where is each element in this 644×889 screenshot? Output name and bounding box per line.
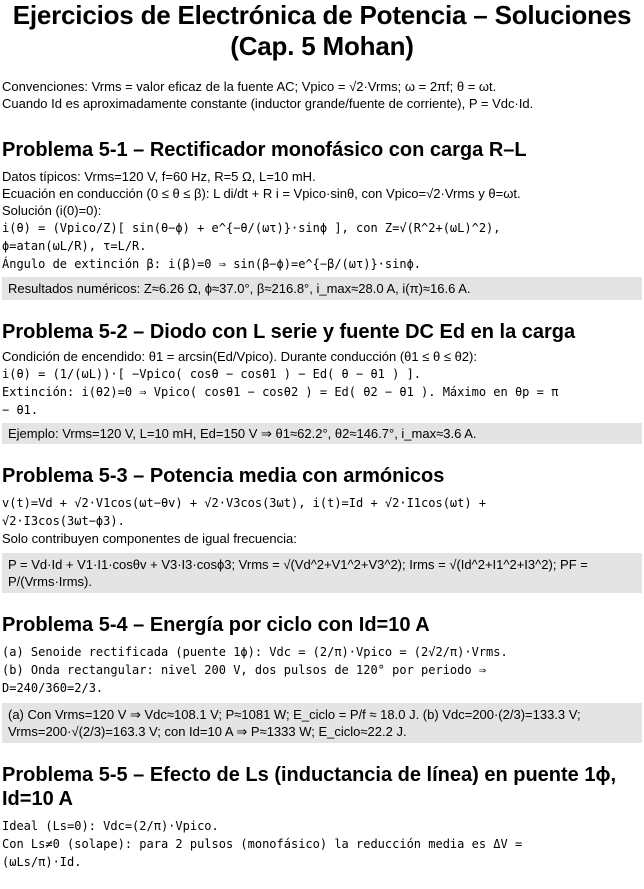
title-line-2: (Cap. 5 Mohan) xyxy=(230,31,414,61)
problem-5-4-line-b-1: (b) Onda rectangular: nivel 200 V, dos pulsos de 120° por periodo ⇒ xyxy=(2,663,487,677)
problem-5-1-result-box: Resultados numéricos: Z≈6.26 Ω, ϕ≈37.0°, β≈216.8°, i_max≈28.0 A, i(π)≈16.6 A. xyxy=(2,277,642,300)
problem-5-3-section xyxy=(2,464,642,593)
problem-5-5-heading: Problema 5-5 – Efecto de Ls (inductancia de línea) en puente 1ϕ, Id=10 A xyxy=(2,764,617,810)
problem-5-1-equation: Ecuación en conducción (0 ≤ θ ≤ β): L di/dt + R i = Vpico·sinθ, con Vpico=√2·Vrms y θ=ωt. xyxy=(2,186,521,201)
document-title xyxy=(2,0,642,62)
problem-5-2-extinction-line-2: − θ1. xyxy=(2,403,39,417)
problem-5-3-result-box: P = Vd·Id + V1·I1·cosθv + V3·I3·cosϕ3; Vrms = √(Vd^2+V1^2+V3^2); Irms = √(Id^2+I1^2+I3^2); PF = P/(Vrms·Irms). xyxy=(2,553,642,593)
conventions-paragraph xyxy=(2,78,642,112)
conventions-line-1: Convenciones: Vrms = valor eficaz de la fuente AC; Vpico = √2·Vrms; ω = 2πf; θ = ωt. xyxy=(2,79,497,94)
problem-5-4-line-a: (a) Senoide rectificada (puente 1ϕ): Vdc = (2/π)·Vpico = (2√2/π)·Vrms. xyxy=(2,645,508,659)
problem-5-1-extinction: Ángulo de extinción β: i(β)=0 ⇒ sin(β−ϕ)=e^{−β/(ωτ)}·sinϕ. xyxy=(2,257,422,271)
problem-5-3-heading: Problema 5-3 – Potencia media con armónicos xyxy=(2,465,445,487)
title-line-1: Ejercicios de Electrónica de Potencia – Soluciones xyxy=(12,0,632,30)
problem-5-2-condition: Condición de encendido: θ1 = arcsin(Ed/Vpico). Durante conducción (θ1 ≤ θ ≤ θ2): xyxy=(2,349,477,364)
problem-5-1-section xyxy=(2,138,642,300)
problem-5-2-formula: i(θ) = (1/(ωL))·[ −Vpico( cosθ − cosθ1 ) − Ed( θ − θ1 ) ]. xyxy=(2,367,422,381)
problem-5-5-line-1: Ideal (Ls=0): Vdc=(2/π)·Vpico. xyxy=(2,819,219,833)
problem-5-1-heading: Problema 5-1 – Rectificador monofásico con carga R–L xyxy=(2,139,527,161)
problem-5-3-formula-line-1: v(t)=Vd + √2·V1cos(ωt−θv) + √2·V3cos(3ωt), i(t)=Id + √2·I1cos(ωt) + xyxy=(2,496,487,510)
problem-5-4-section xyxy=(2,613,642,743)
problem-5-2-section xyxy=(2,320,642,444)
problem-5-5-section xyxy=(2,763,642,871)
problem-5-1-formula-line-2: ϕ=atan(ωL/R), τ=L/R. xyxy=(2,239,147,253)
problem-5-5-line-2: Con Ls≠0 (solape): para 2 pulsos (monofásico) la reducción media es ΔV = xyxy=(2,837,523,851)
problem-5-1-solution-label: Solución (i(0)=0): xyxy=(2,203,102,218)
conventions-line-2: Cuando Id es aproximadamente constante (inductor grande/fuente de corriente), P = Vdc·Id. xyxy=(2,96,534,111)
problem-5-4-heading: Problema 5-4 – Energía por ciclo con Id=10 A xyxy=(2,614,430,636)
problem-5-2-example-box: Ejemplo: Vrms=120 V, L=10 mH, Ed=150 V ⇒ θ1≈62.2°, θ2≈146.7°, i_max≈3.6 A. xyxy=(2,423,642,444)
problem-5-4-line-b-2: D=240/360=2/3. xyxy=(2,681,104,695)
problem-5-2-extinction-line-1: Extinción: i(θ2)=0 ⇒ Vpico( cosθ1 − cosθ2 ) = Ed( θ2 − θ1 ). Máximo en θp = π xyxy=(2,385,559,399)
problem-5-3-note: Solo contribuyen componentes de igual frecuencia: xyxy=(2,531,297,546)
problem-5-3-formula-line-2: √2·I3cos(3ωt−ϕ3). xyxy=(2,514,125,528)
problem-5-4-result-box: (a) Con Vrms=120 V ⇒ Vdc≈108.1 V; P≈1081 W; E_ciclo = P/f ≈ 18.0 J. (b) Vdc=200·(2/3)=133.3 V; Vrms=200·√(2/3)=163.3 V; con Id=10 A ⇒ P≈1333 W; E_ciclo≈22.2 J. xyxy=(2,703,642,743)
problem-5-1-data: Datos típicos: Vrms=120 V, f=60 Hz, R=5 Ω, L=10 mH. xyxy=(2,169,316,184)
problem-5-1-formula-line-1: i(θ) = (Vpico/Z)[ sin(θ−ϕ) + e^{−θ/(ωτ)}·sinϕ ], con Z=√(R^2+(ωL)^2), xyxy=(2,221,501,235)
problem-5-5-line-3: (ωLs/π)·Id. xyxy=(2,855,82,869)
problem-5-2-heading: Problema 5-2 – Diodo con L serie y fuente DC Ed en la carga xyxy=(2,321,576,343)
